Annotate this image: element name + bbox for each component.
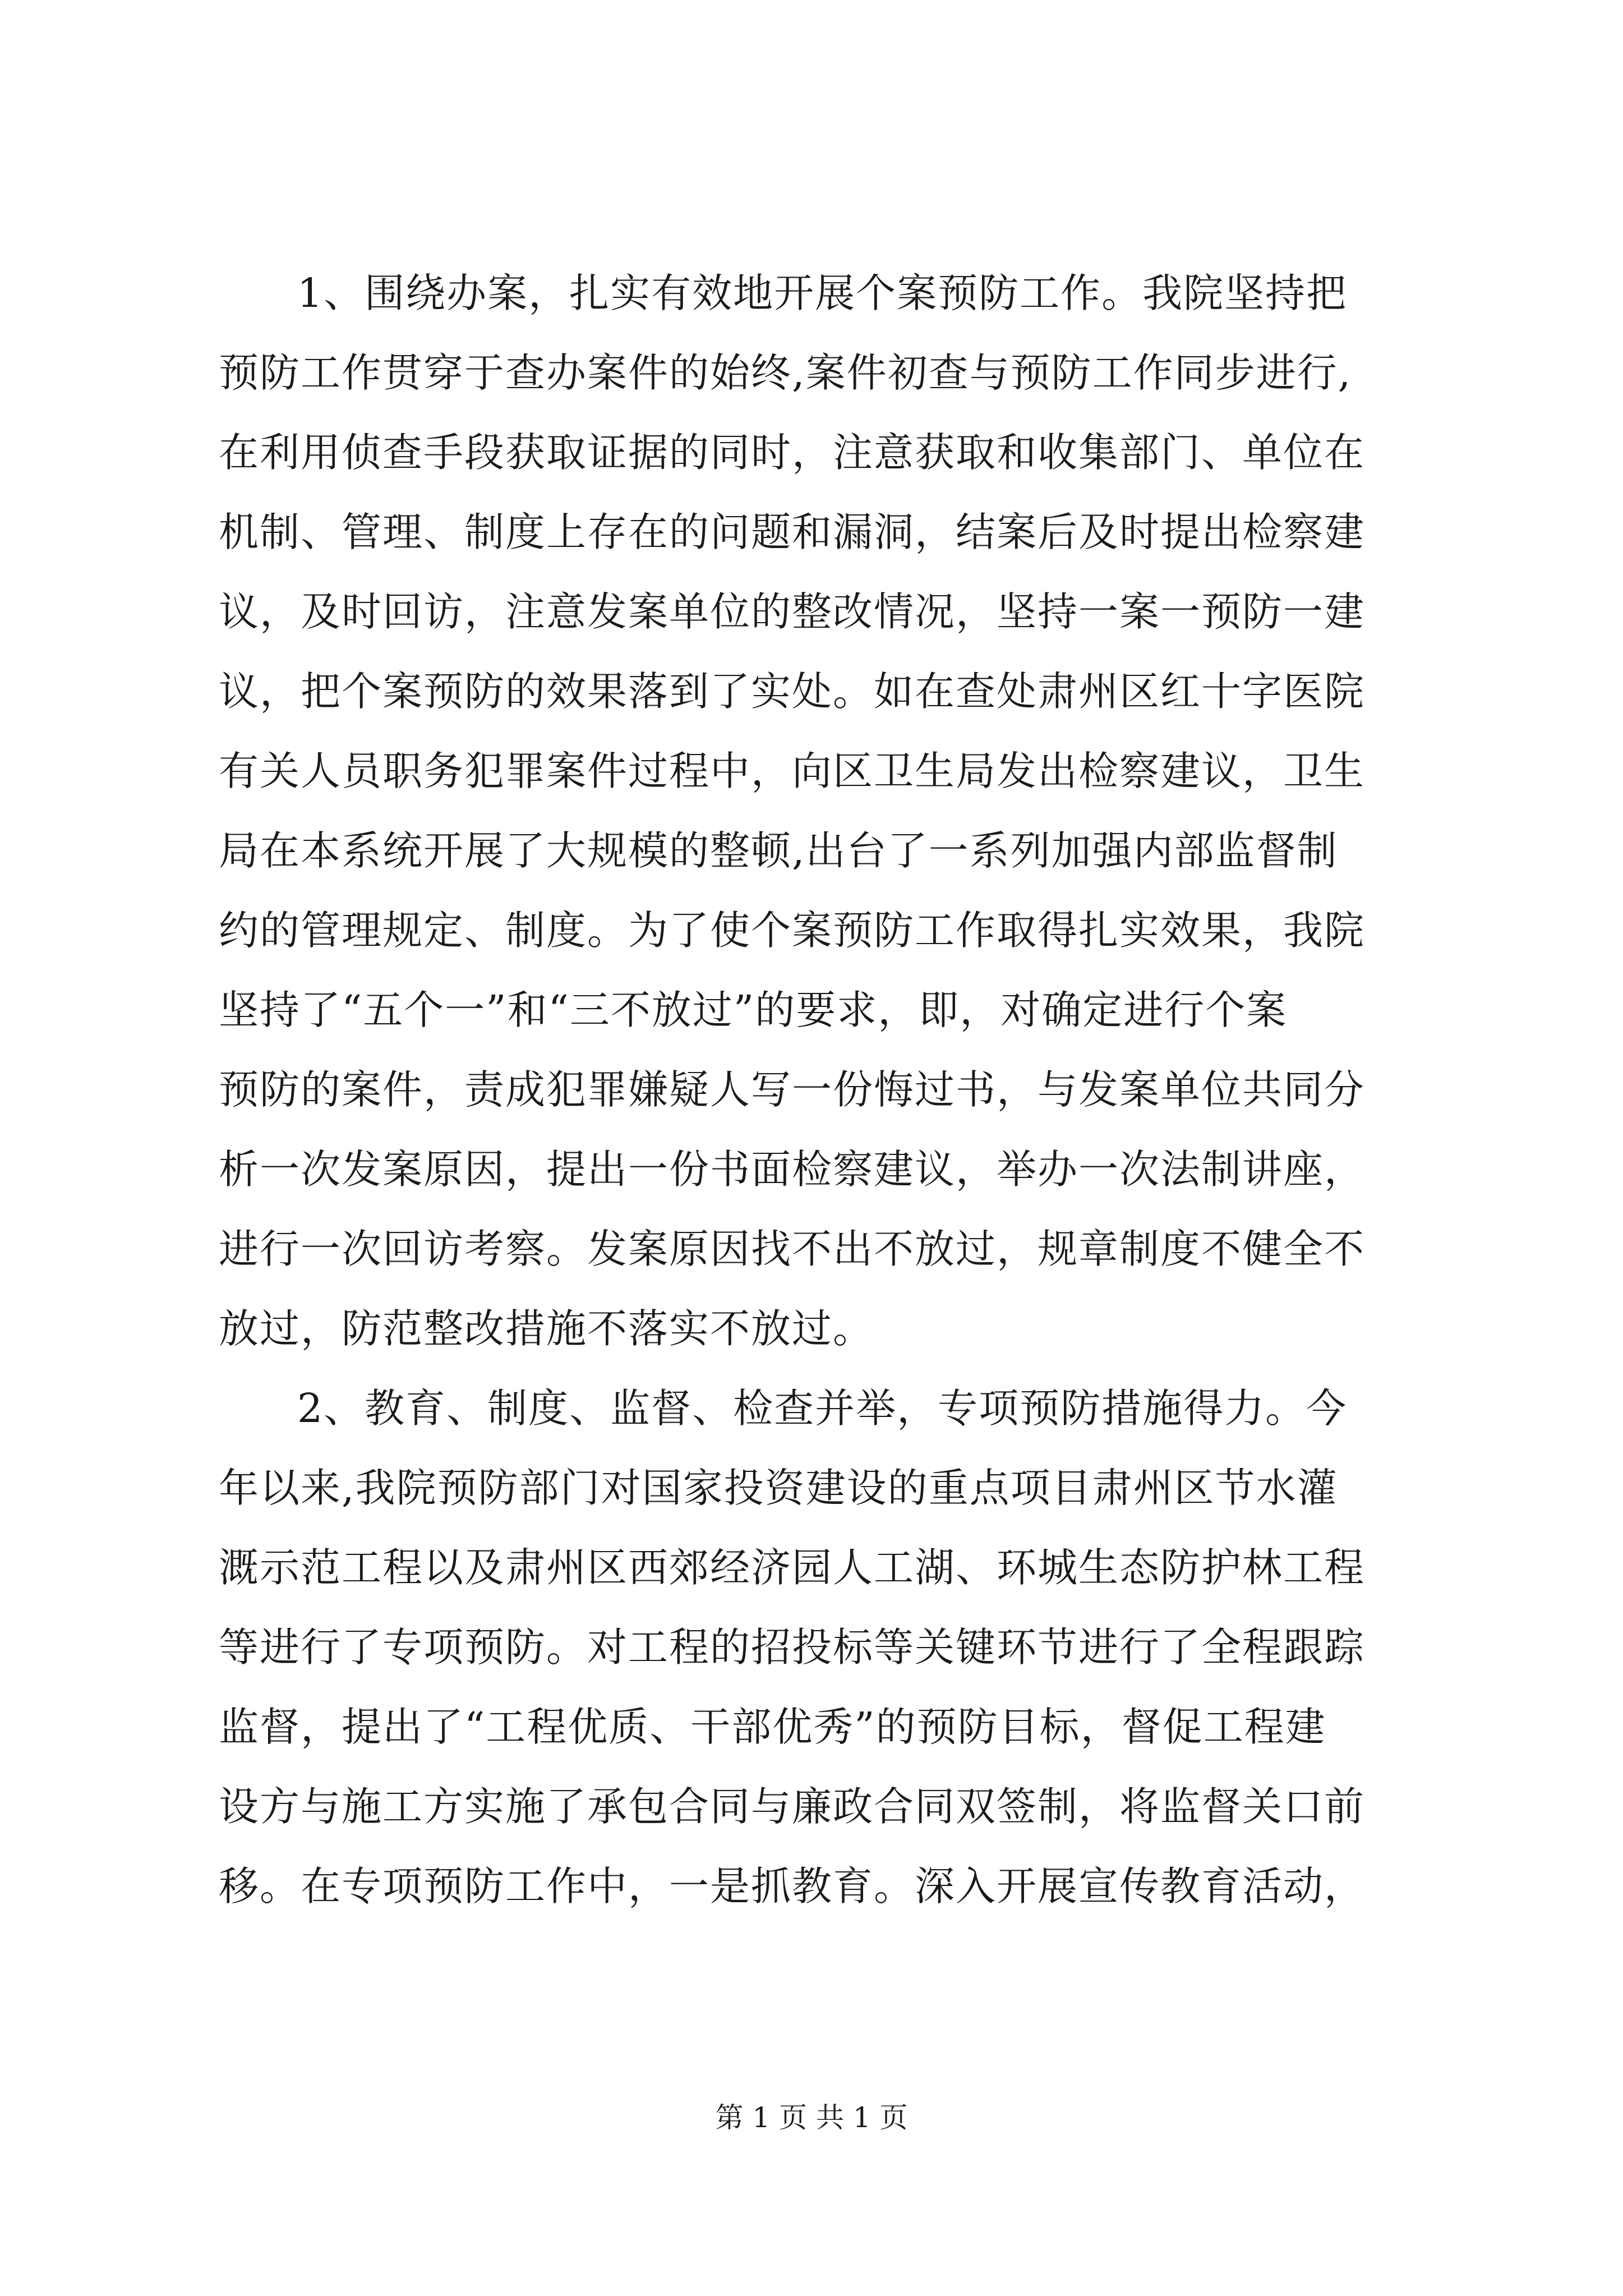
paragraph-1-line-8: 局在本系统开展了大规模的整顿,出台了一系列加强内部监督制 bbox=[219, 827, 1338, 874]
paragraph-1-line-3: 在利用侦查手段获取证据的同时，注意获取和收集部门、单位在 bbox=[219, 429, 1366, 476]
paragraph-1-line-2: 预防工作贯穿于查办案件的始终,案件初查与预防工作同步进行, bbox=[219, 349, 1352, 396]
paragraph-2-line-7: 移。在专项预防工作中，一是抓教育。深入开展宣传教育活动， bbox=[219, 1863, 1366, 1910]
paragraph-2-line-5: 监督，提出了“工程优质、干部优秀”的预防目标，督促工程建 bbox=[219, 1704, 1326, 1750]
paragraph-2-line-4: 等进行了专项预防。对工程的招投标等关键环节进行了全程跟踪 bbox=[219, 1624, 1366, 1671]
paragraph-2-line-1: 2、教育、制度、监督、检查并举，专项预防措施得力。今 bbox=[297, 1385, 1348, 1432]
page-footer bbox=[0, 2101, 1623, 2134]
page-number: 第 1 页 共 1 页 bbox=[715, 2101, 908, 2134]
paragraph-2-line-3: 溉示范工程以及肃州区西郊经济园人工湖、环城生态防护林工程 bbox=[219, 1544, 1366, 1591]
body-text bbox=[219, 254, 1419, 1926]
paragraph-1-line-5: 议，及时回访，注意发案单位的整改情况，坚持一案一预防一建 bbox=[219, 588, 1366, 635]
paragraph-1-line-4: 机制、管理、制度上存在的问题和漏洞，结案后及时提出检察建 bbox=[219, 509, 1366, 555]
paragraph-1-line-7: 有关人员职务犯罪案件过程中，向区卫生局发出检察建议，卫生 bbox=[219, 748, 1366, 794]
paragraph-1-line-6: 议，把个案预防的效果落到了实处。如在查处肃州区红十字医院 bbox=[219, 668, 1366, 715]
paragraph-1-line-13: 进行一次回访考察。发案原因找不出不放过，规章制度不健全不 bbox=[219, 1226, 1366, 1272]
paragraph-1-line-11: 预防的案件，责成犯罪嫌疑人写一份悔过书，与发案单位共同分 bbox=[219, 1066, 1366, 1113]
paragraph-1-line-10: 坚持了“五个一”和“三不放过”的要求，即，对确定进行个案 bbox=[219, 987, 1288, 1033]
paragraph-2-line-2: 年以来,我院预防部门对国家投资建设的重点项目肃州区节水灌 bbox=[219, 1465, 1338, 1511]
paragraph-1-line-1: 1、围绕办案，扎实有效地开展个案预防工作。我院坚持把 bbox=[297, 270, 1348, 316]
paragraph-1-line-9: 约的管理规定、制度。为了使个案预防工作取得扎实效果，我院 bbox=[219, 907, 1366, 954]
paragraph-2-line-6: 设方与施工方实施了承包合同与廉政合同双签制，将监督关口前 bbox=[219, 1783, 1366, 1830]
paragraph-1-line-12: 析一次发案原因，提出一份书面检察建议，举办一次法制讲座， bbox=[219, 1146, 1366, 1193]
paragraph-1-line-14: 放过，防范整改措施不落实不放过。 bbox=[219, 1305, 874, 1352]
